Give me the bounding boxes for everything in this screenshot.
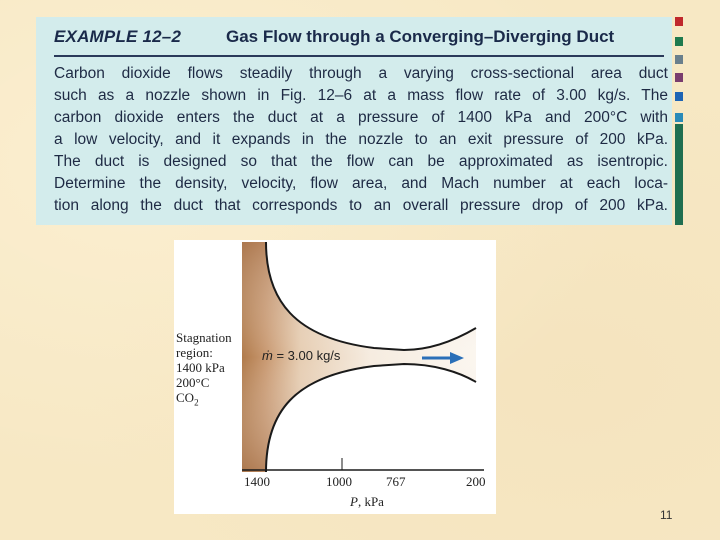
body-line: Determine the density, velocity, flow area, and Mach number at each loca- — [54, 175, 668, 192]
page-number: 11 — [660, 508, 673, 522]
color-segment — [675, 37, 683, 46]
color-segment — [675, 124, 683, 225]
example-divider — [54, 55, 664, 57]
body-line: The duct is designed so that the flow can be approximated as isentropic. — [54, 153, 668, 170]
color-segment — [675, 113, 683, 122]
example-header — [54, 27, 614, 51]
gas-subscript: 2 — [194, 397, 199, 408]
body-line: carbon dioxide enters the duct at a pressure of 1400 kPa and 200°C with — [54, 109, 668, 126]
color-segment — [675, 55, 683, 64]
stagnation-label — [176, 330, 232, 411]
gas-formula: CO — [176, 390, 195, 405]
mass-flow-value: = 3.00 kg/s — [272, 348, 341, 363]
body-line: Carbon dioxide flows steadily through a varying cross-sectional area duct — [54, 65, 668, 82]
example-body — [54, 63, 668, 217]
body-line: a low velocity, and it expands in the nozzle to an exit pressure of 200 kPa. — [54, 131, 668, 148]
body-line: such as a nozzle shown in Fig. 12–6 at a mass flow rate of 3.00 kg/s. The — [54, 87, 668, 104]
color-segment — [675, 17, 683, 26]
axis-label — [350, 494, 384, 509]
axis-tick-label: 767 — [386, 474, 406, 489]
example-title: Gas Flow through a Converging–Diverging Duct — [226, 27, 615, 46]
axis-tick-label: 1000 — [326, 474, 352, 489]
stagnation-line: 200°C — [176, 375, 210, 390]
mass-flow-symbol: ṁ — [262, 348, 273, 363]
stagnation-line: region: — [176, 345, 213, 360]
stagnation-line: 1400 kPa — [176, 360, 225, 375]
axis-tick-label: 200 — [466, 474, 486, 489]
example-box — [36, 17, 672, 225]
color-segment — [675, 92, 683, 101]
mass-flow-label — [262, 348, 340, 363]
body-line: tion along the duct that corresponds to an overall pressure drop of 200 kPa. — [54, 197, 668, 214]
nozzle-figure — [174, 240, 496, 514]
axis-unit: , kPa — [357, 494, 384, 509]
stagnation-line: Stagnation — [176, 330, 232, 345]
gas-label — [176, 390, 232, 411]
axis-variable: P — [350, 494, 358, 509]
axis-tick-label: 1400 — [244, 474, 270, 489]
decorative-color-bar — [675, 17, 683, 225]
color-segment — [675, 73, 683, 82]
example-label: EXAMPLE 12–2 — [54, 27, 182, 46]
